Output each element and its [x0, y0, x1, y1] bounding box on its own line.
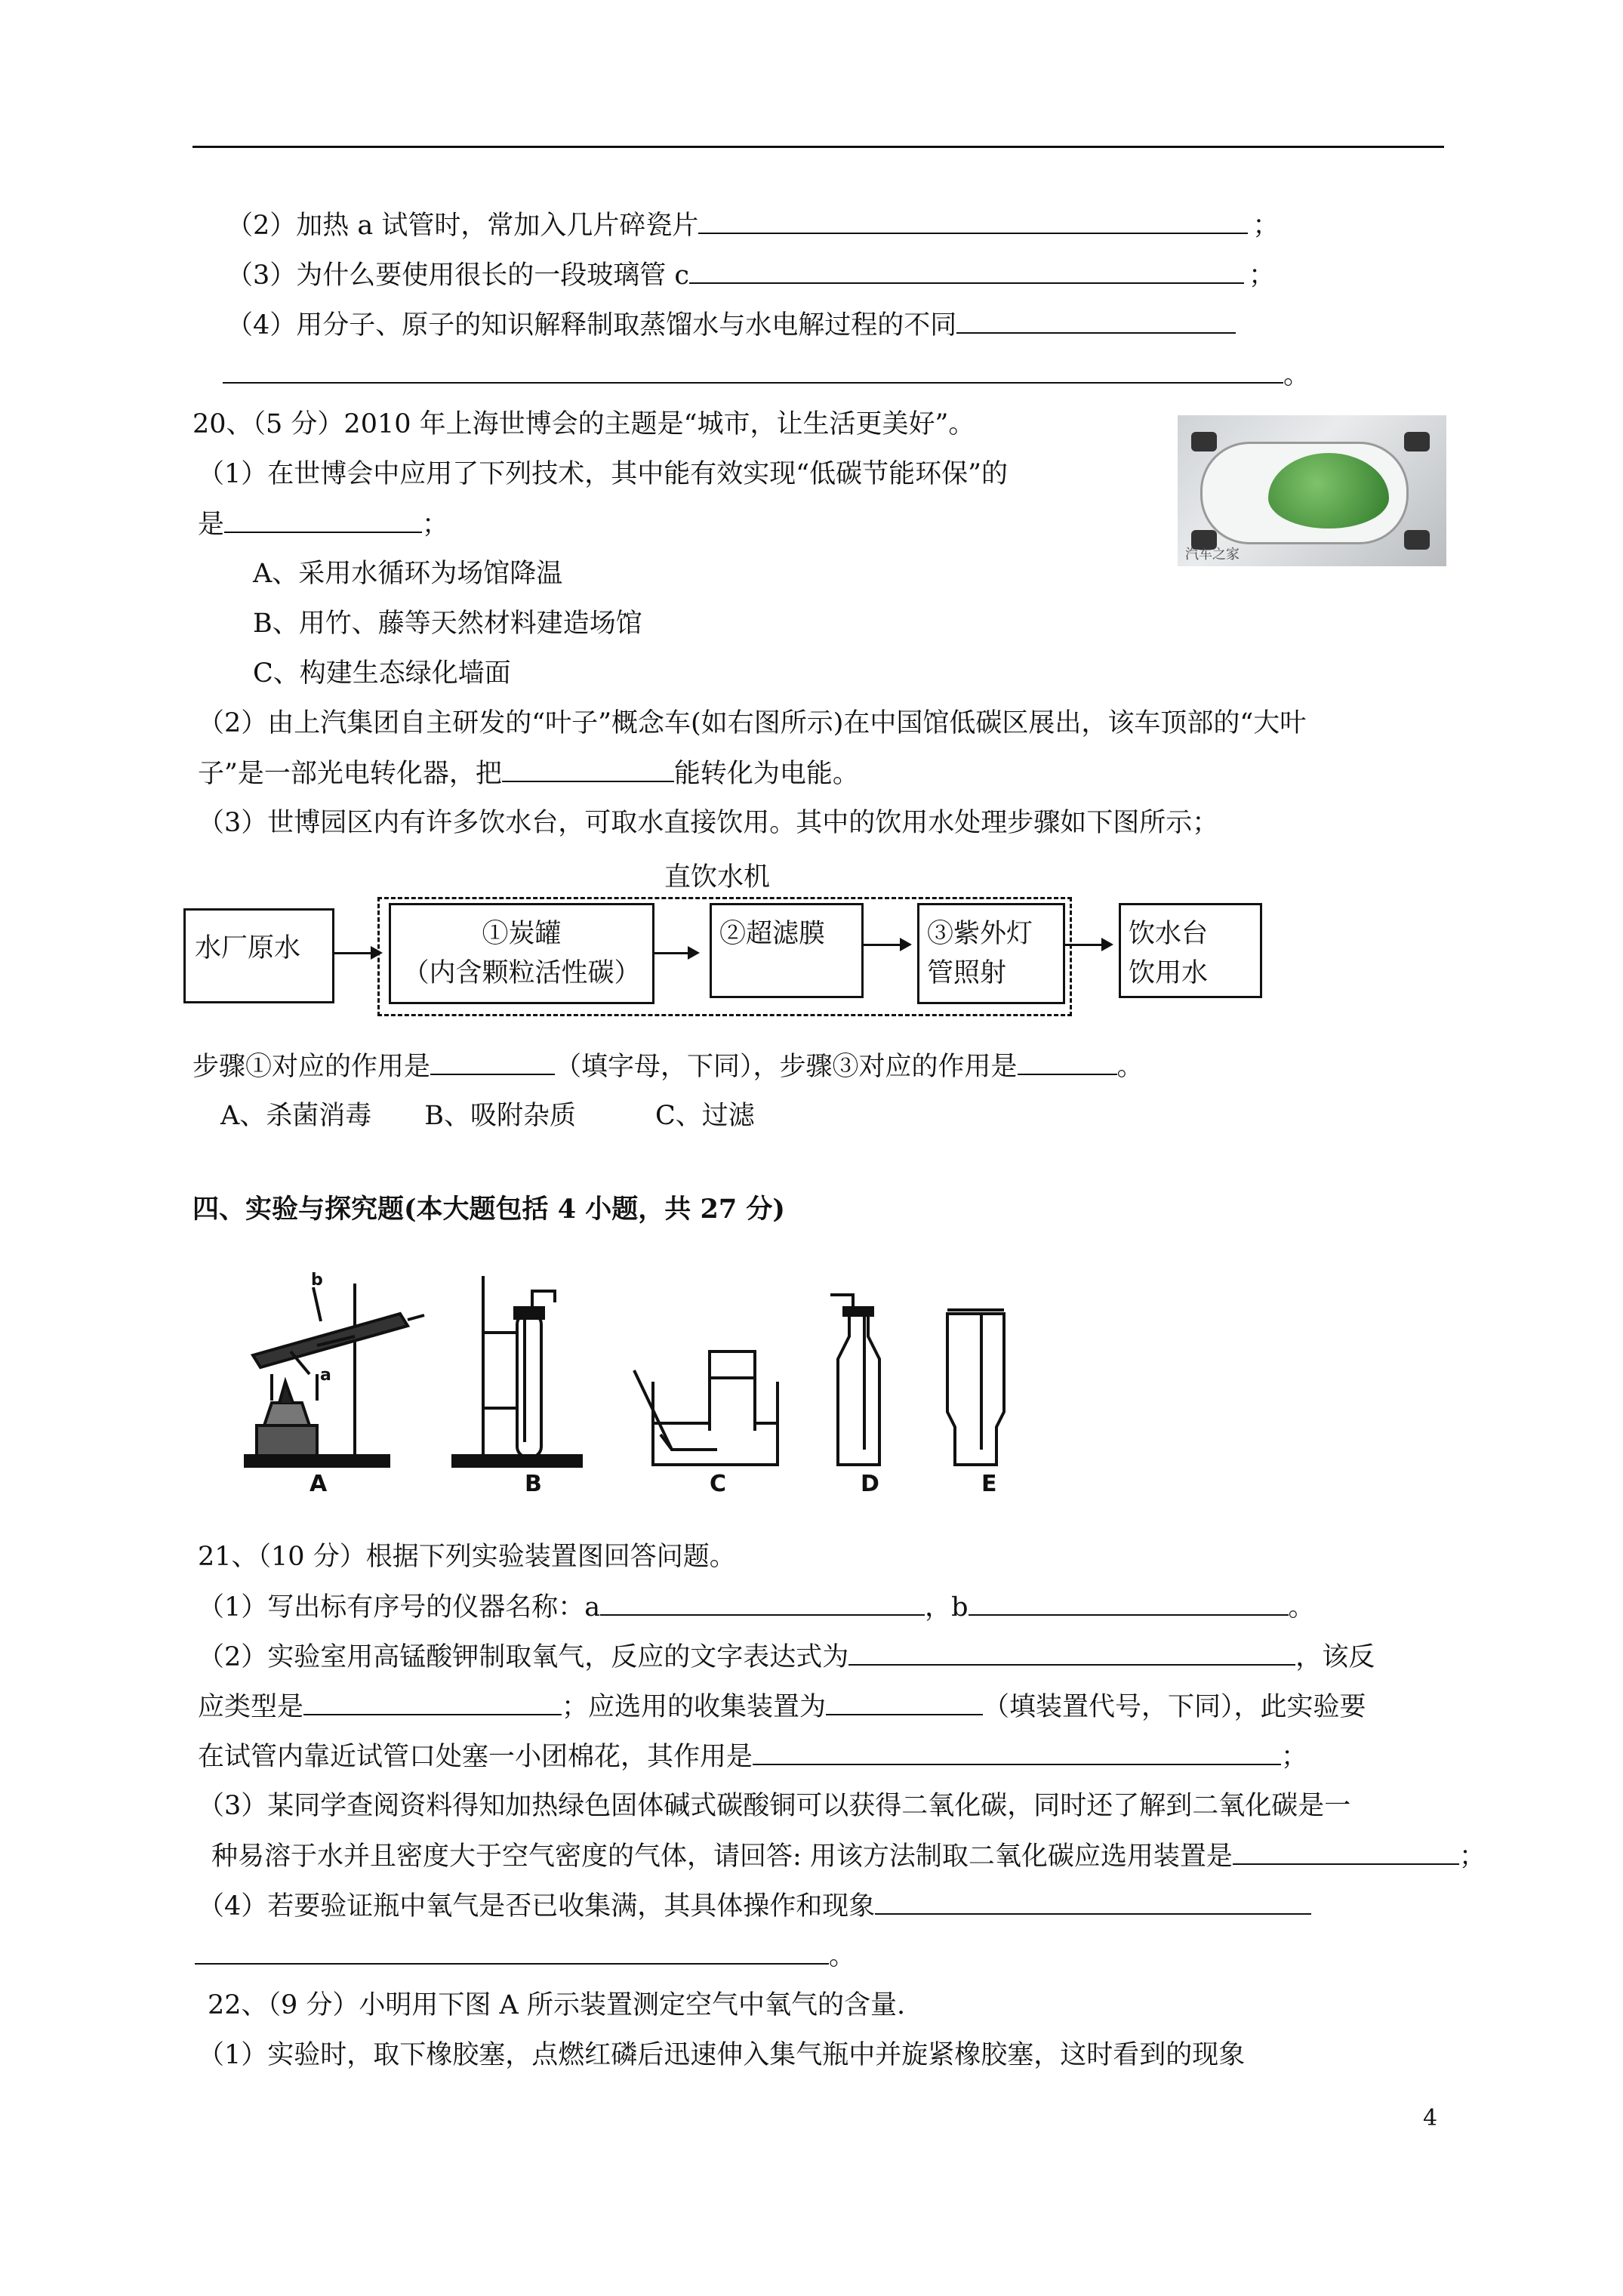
answer-blank[interactable] — [195, 1939, 829, 1965]
answer-blank[interactable] — [826, 1690, 983, 1715]
option-a: A、采用水循环为场馆降温 — [253, 559, 563, 589]
answer-blank[interactable] — [875, 1889, 1311, 1915]
wheel — [1404, 432, 1430, 451]
flow-step2-box: ②超滤膜 — [710, 903, 864, 998]
wheel — [1404, 530, 1430, 550]
apparatus-c — [634, 1351, 778, 1465]
answer-blank[interactable] — [600, 1590, 925, 1616]
header-rule — [192, 146, 1444, 148]
q21-part4: （4）若要验证瓶中氧气是否已收集满，其具体操作和现象 — [198, 1889, 1311, 1922]
answer-blank[interactable] — [698, 208, 1248, 234]
answer-blank[interactable] — [224, 507, 422, 533]
answer-blank[interactable] — [303, 1690, 562, 1715]
flow-arrow — [334, 952, 380, 954]
lab-apparatus-figure — [226, 1261, 1027, 1495]
q19-line-4b: 。 — [223, 358, 1310, 391]
q19-line-4: （4）用分子、原子的知识解释制取蒸馏水与水电解过程的不同 — [226, 308, 1236, 341]
q21-part1: （1）写出标有序号的仪器名称：a ，b 。 — [198, 1590, 1315, 1623]
q21-part3-a: （3）某同学查阅资料得知加热绿色固体碱式碳酸铜可以获得二氧化碳，同时还了解到二氧化碳是一 — [198, 1791, 1351, 1821]
q20-choices: A、杀菌消毒 B、吸附杂质 C、过滤 — [220, 1101, 755, 1131]
q21-part2-c: 在试管内靠近试管口处塞一小团棉花，其作用是 ； — [198, 1740, 1307, 1773]
q19-line-2: （2）加热 a 试管时，常加入几片碎瓷片 ； — [226, 208, 1279, 242]
page-number: 4 — [1423, 2105, 1438, 2131]
apparatus-mark-a: a — [320, 1366, 331, 1385]
q20-part1: （1）在世博会中应用了下列技术，其中能有效实现“低碳节能环保”的 — [198, 459, 1009, 489]
apparatus-label-a: A — [310, 1471, 328, 1495]
q19-line-3: （3）为什么要使用很长的一段玻璃管 c ； — [226, 258, 1275, 291]
flow-step1-box: ①炭罐 （内含颗粒活性碳） — [389, 903, 654, 1004]
option-c: C、构建生态绿化墙面 — [253, 658, 511, 689]
answer-blank[interactable] — [753, 1740, 1281, 1765]
answer-blank[interactable] — [689, 258, 1244, 284]
flow-source-box: 水厂原水 — [183, 908, 334, 1003]
flow-title: 直饮水机 — [664, 862, 771, 892]
flow-arrow — [1065, 944, 1110, 946]
option-b: B、用竹、藤等天然材料建造场馆 — [253, 609, 642, 639]
q22-title: 22、（9 分）小明用下图 A 所示装置测定空气中氧气的含量. — [208, 1990, 906, 2020]
flow-output-box: 饮水台 饮用水 — [1119, 903, 1262, 998]
apparatus-a — [245, 1284, 424, 1466]
q21-title: 21、（10 分）根据下列实验装置图回答问题。 — [198, 1542, 736, 1572]
q20-part2: （2）由上汽集团自主研发的“叶子”概念车(如右图所示)在中国馆低碳区展出，该车顶部的“大叶 — [198, 708, 1307, 738]
apparatus-label-d: D — [861, 1471, 879, 1495]
answer-blank[interactable] — [430, 1049, 555, 1075]
apparatus-label-b: B — [525, 1471, 542, 1495]
q21-part2-a: （2）实验室用高锰酸钾制取氧气，反应的文字表达式为 ，该反 — [198, 1640, 1375, 1673]
answer-blank[interactable] — [1233, 1839, 1459, 1865]
q20-part3: （3）世博园区内有许多饮水台，可取水直接饮用。其中的饮用水处理步骤如下图所示； — [198, 808, 1219, 838]
flow-step3-box: ③紫外灯 管照射 — [917, 903, 1065, 1004]
q20-part1-answer: 是 ； — [198, 507, 448, 541]
section-4-heading: 四、实验与探究题(本大题包括 4 小题，共 27 分) — [192, 1194, 785, 1225]
apparatus-mark-b: b — [311, 1271, 323, 1290]
leaf-concept-car-photo — [1178, 415, 1446, 566]
flow-arrow — [864, 944, 909, 946]
answer-blank[interactable] — [956, 308, 1236, 334]
q21-part3-b: 种易溶于水并且密度大于空气密度的气体，请回答: 用该方法制取二氧化碳应选用装置是 ； — [211, 1839, 1486, 1872]
answer-blank[interactable] — [1018, 1049, 1117, 1075]
q20-part2-answer: 子”是一部光电转化器，把 能转化为电能。 — [198, 757, 859, 790]
apparatus-d — [830, 1295, 879, 1465]
photo-watermark: 汽车之家 — [1185, 547, 1240, 562]
answer-blank[interactable] — [223, 358, 1283, 384]
q20-step-question: 步骤①对应的作用是 （填字母，下同），步骤③对应的作用是 。 — [192, 1049, 1144, 1083]
q21-part4-b: 。 — [195, 1939, 855, 1972]
answer-blank[interactable] — [502, 757, 674, 782]
q22-part1: （1）实验时，取下橡胶塞，点燃红磷后迅速伸入集气瓶中并旋紧橡胶塞，这时看到的现象 — [198, 2040, 1246, 2070]
q21-part2-b: 应类型是 ；应选用的收集装置为 （填装置代号，下同），此实验要 — [198, 1690, 1366, 1723]
answer-blank[interactable] — [969, 1590, 1289, 1616]
apparatus-e — [947, 1310, 1004, 1465]
wheel — [1191, 432, 1217, 451]
apparatus-label-c: C — [710, 1471, 727, 1495]
apparatus-b — [453, 1276, 581, 1466]
flow-arrow — [654, 952, 697, 954]
apparatus-label-e: E — [981, 1471, 997, 1495]
q20-title: 20、（5 分）2010 年上海世博会的主题是“城市，让生活更美好”。 — [192, 409, 975, 439]
answer-blank[interactable] — [848, 1640, 1295, 1666]
